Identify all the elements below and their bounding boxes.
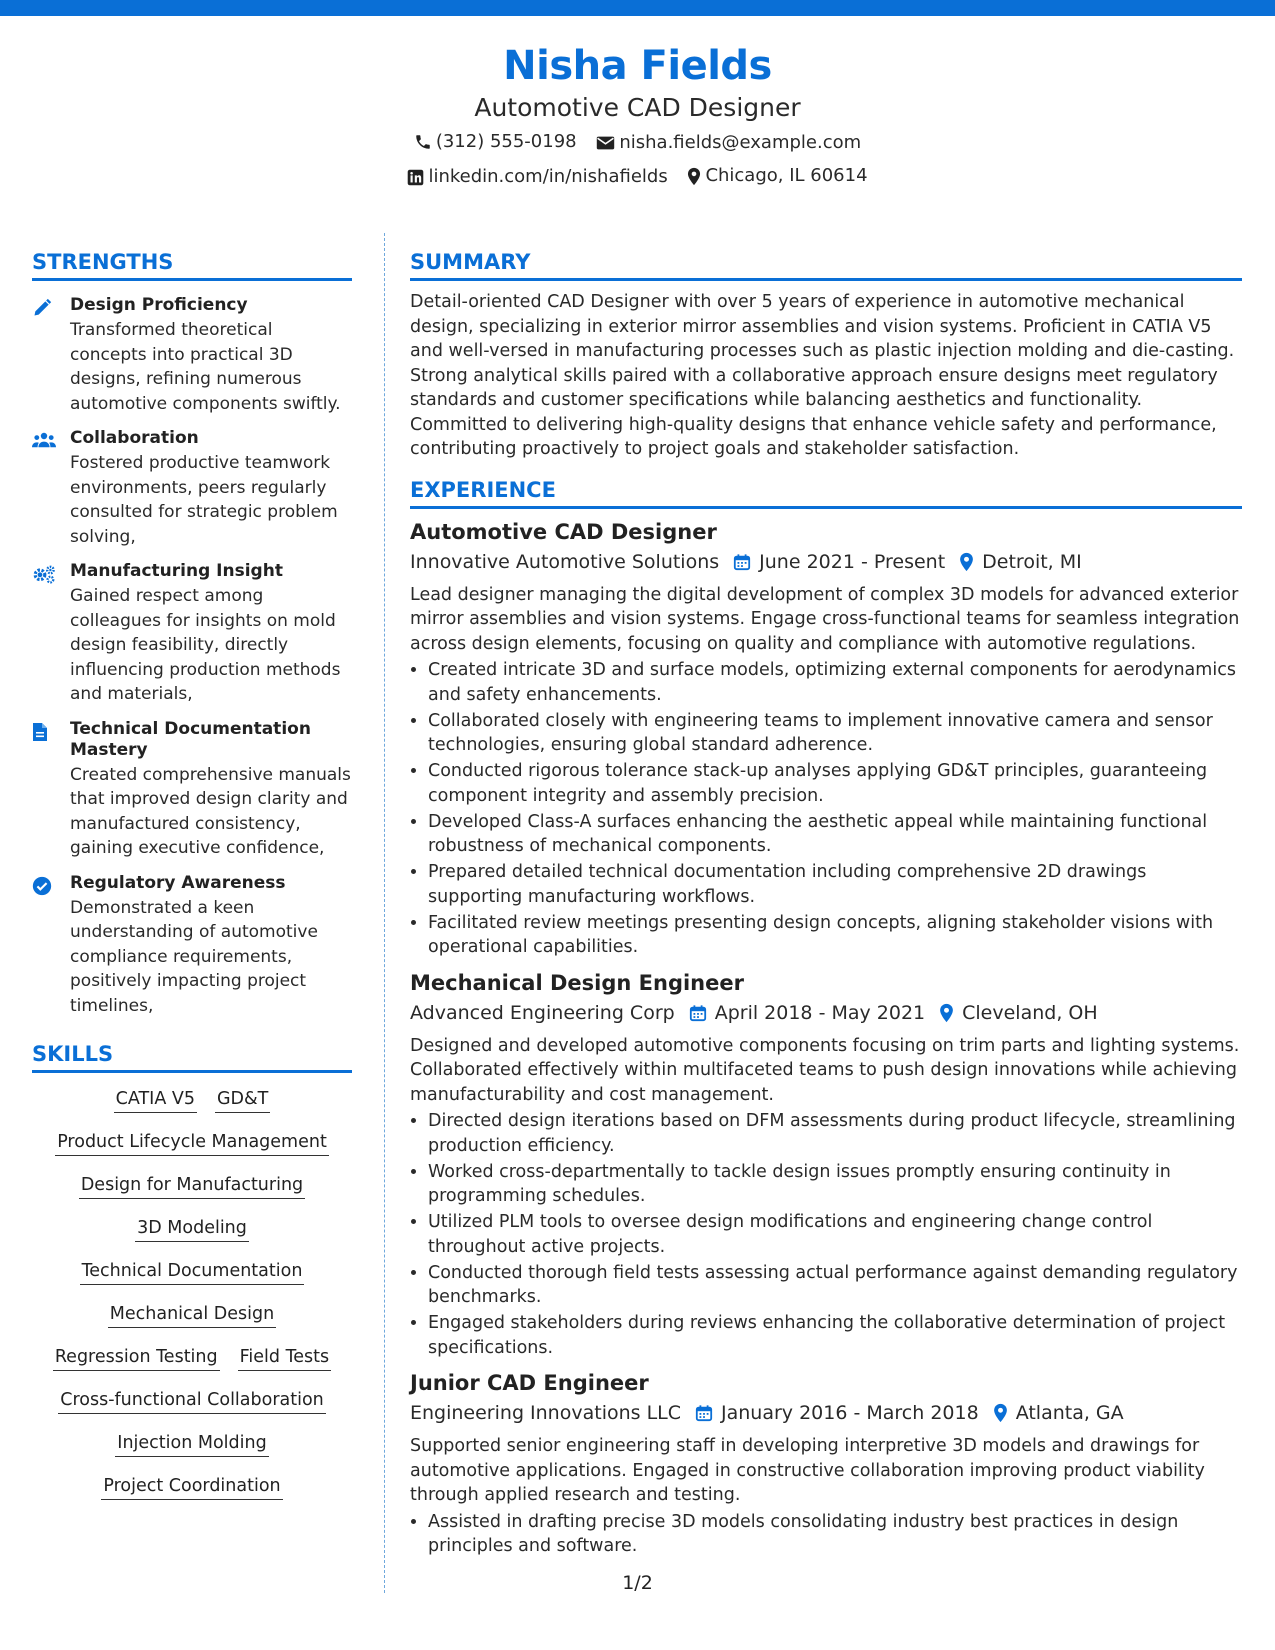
candidate-title: Automotive CAD Designer bbox=[474, 93, 801, 122]
job-role: Junior CAD Engineer bbox=[410, 1371, 649, 1395]
strength-desc: Transformed theoretical concepts into practical 3D designs, refining numerous automotive components swiftly. bbox=[70, 320, 341, 414]
skill-tag: Project Coordination bbox=[101, 1474, 282, 1500]
skill-tag: Injection Molding bbox=[115, 1431, 268, 1457]
skill-row bbox=[32, 1345, 352, 1371]
job-entry bbox=[410, 518, 1242, 960]
skill-tag: Cross-functional Collaboration bbox=[58, 1388, 326, 1414]
job-dates: April 2018 - May 2021 bbox=[714, 1001, 926, 1024]
map-pin-icon bbox=[687, 167, 701, 186]
contact-line-2 bbox=[0, 164, 1275, 193]
job-bullets bbox=[410, 658, 1242, 960]
skill-row bbox=[32, 1173, 352, 1199]
map-pin-icon bbox=[959, 552, 974, 572]
skill-row bbox=[32, 1216, 352, 1242]
candidate-name: Nisha Fields bbox=[503, 43, 772, 89]
job-bullet: • Developed Class-A surfaces enhancing the aesthetic appeal while maintaining functional robustness of mechanical components. bbox=[428, 810, 1242, 859]
phone-icon bbox=[414, 133, 432, 151]
calendar-icon bbox=[695, 1404, 713, 1422]
strength-desc: Demonstrated a keen understanding of automotive compliance requirements, positively impacting project timelines, bbox=[70, 897, 318, 1016]
document-icon bbox=[32, 722, 48, 742]
strength-title: Manufacturing Insight bbox=[70, 561, 283, 581]
linkedin-text[interactable]: linkedin.com/in/nishafields bbox=[428, 166, 668, 187]
skill-tag: CATIA V5 bbox=[114, 1087, 197, 1113]
skill-row bbox=[32, 1302, 352, 1328]
check-circle-icon bbox=[32, 876, 52, 896]
gears-icon bbox=[32, 564, 56, 584]
job-bullets bbox=[410, 1109, 1242, 1360]
job-company: Engineering Innovations LLC bbox=[410, 1402, 682, 1424]
linkedin-icon bbox=[407, 169, 424, 186]
job-role: Mechanical Design Engineer bbox=[410, 970, 744, 995]
strength-title: Design Proficiency bbox=[70, 295, 248, 315]
job-bullet: • Assisted in drafting precise 3D models consolidating industry best practices in design principles and software. bbox=[428, 1510, 1242, 1559]
job-location: Atlanta, GA bbox=[1015, 1402, 1124, 1424]
job-bullet: • Created intricate 3D and surface models, optimizing external components for aerodynamics and safety enhancements. bbox=[428, 658, 1242, 707]
map-pin-icon bbox=[993, 1403, 1008, 1423]
summary-heading: SUMMARY bbox=[410, 248, 1242, 281]
contact-phone bbox=[414, 130, 577, 154]
pencil-icon bbox=[32, 298, 52, 318]
job-bullet: • Conducted thorough field tests assessing actual performance against demanding regulatory benchmarks. bbox=[428, 1261, 1242, 1310]
job-location: Cleveland, OH bbox=[962, 1001, 1098, 1024]
job-bullet: • Engaged stakeholders during reviews enhancing the collaborative determination of project specifications. bbox=[428, 1311, 1242, 1360]
skill-tag: Regression Testing bbox=[53, 1345, 220, 1371]
strength-desc: Created comprehensive manuals that improved design clarity and manufactured consistency, gaining executive confidence, bbox=[70, 764, 351, 858]
job-bullet: • Conducted rigorous tolerance stack-up analyses applying GD&T principles, guaranteeing component integrity and assembly precision. bbox=[428, 759, 1242, 808]
strength-title: Collaboration bbox=[70, 428, 199, 448]
skill-row bbox=[32, 1388, 352, 1414]
skill-tag: 3D Modeling bbox=[135, 1216, 249, 1242]
job-bullet: • Worked cross-departmentally to tackle design issues promptly ensuring continuity in programming schedules. bbox=[428, 1160, 1242, 1209]
map-pin-icon bbox=[939, 1003, 954, 1023]
job-company: Advanced Engineering Corp bbox=[410, 1001, 675, 1024]
strength-item bbox=[32, 719, 352, 861]
calendar-icon bbox=[689, 1004, 707, 1022]
contact-linkedin[interactable] bbox=[407, 165, 667, 189]
job-bullet: • Prepared detailed technical documentation including comprehensive 2D drawings supporting manufacturing workflows. bbox=[428, 860, 1242, 909]
summary-text: Detail-oriented CAD Designer with over 5 years of experience in automotive mechanical design, specializing in exterior mirror assemblies and vision systems. Proficient in CATIA V5 and well-versed in manufacturing processes such as plastic injection molding and die-casting. Strong analytical skills paired with a collaborative approach ensure designs meet regulatory standards and customer specifications while balancing aesthetics and functionality. Committed to delivering high-quality designs that enhance vehicle safety and performance, contributing proactively to project goals and stakeholder satisfaction. bbox=[410, 292, 1235, 459]
job-bullets bbox=[410, 1510, 1242, 1559]
job-description: Supported senior engineering staff in developing interpretive 3D models and drawings for automotive applications. Engaged in constructive collaboration improving product viability through applied research and testing. bbox=[410, 1436, 1205, 1505]
strength-item bbox=[32, 873, 352, 1019]
job-bullet: • Directed design iterations based on DFM assessments during product lifecycle, streamlining production efficiency. bbox=[428, 1109, 1242, 1158]
strength-desc: Gained respect among colleagues for insights on mold design feasibility, directly influencing production methods and materials, bbox=[70, 586, 341, 704]
strength-item bbox=[32, 295, 352, 416]
resume-header bbox=[0, 40, 1275, 193]
contact-email[interactable] bbox=[596, 131, 861, 155]
job-description: Lead designer managing the digital development of complex 3D models for advanced exterior mirror assemblies and vision systems. Engage cross-functional teams for seamless integration across design elements, focusing on quality and compliance with automotive regulations. bbox=[410, 584, 1240, 654]
page-number: 1/2 bbox=[622, 1572, 653, 1594]
skill-row bbox=[32, 1431, 352, 1457]
job-bullet: • Utilized PLM tools to oversee design modifications and engineering change control throughout active projects. bbox=[428, 1210, 1242, 1259]
envelope-icon bbox=[596, 135, 615, 151]
email-text[interactable]: nisha.fields@example.com bbox=[619, 132, 862, 153]
job-meta bbox=[410, 1399, 1242, 1427]
job-dates: June 2021 - Present bbox=[759, 550, 946, 573]
strengths-heading: STRENGTHS bbox=[32, 248, 352, 281]
skill-tag: Product Lifecycle Management bbox=[55, 1130, 329, 1156]
top-accent-bar bbox=[0, 0, 1275, 16]
strength-title: Regulatory Awareness bbox=[70, 872, 286, 893]
skill-tag: Field Tests bbox=[238, 1345, 332, 1371]
skill-row bbox=[32, 1087, 352, 1113]
job-description: Designed and developed automotive components focusing on trim parts and lighting systems. Collaborated effectively within multifaceted teams to push design innovations while achieving manufacturability and cost management. bbox=[410, 1035, 1240, 1105]
job-meta bbox=[410, 999, 1242, 1027]
job-bullet: • Facilitated review meetings presenting design concepts, aligning stakeholder visions with operational capabilities. bbox=[428, 911, 1242, 960]
job-bullet: • Collaborated closely with engineering teams to implement innovative camera and sensor technologies, ensuring global standard adherence. bbox=[428, 709, 1242, 758]
calendar-icon bbox=[733, 553, 751, 571]
strength-item bbox=[32, 561, 352, 707]
contact-line-1 bbox=[0, 130, 1275, 158]
skill-tag: Mechanical Design bbox=[108, 1302, 276, 1328]
skills-heading: SKILLS bbox=[32, 1040, 352, 1073]
skill-tag: Design for Manufacturing bbox=[79, 1173, 305, 1199]
phone-text: (312) 555-0198 bbox=[435, 131, 577, 152]
users-icon bbox=[32, 431, 56, 449]
strength-item bbox=[32, 428, 352, 549]
skills-list bbox=[32, 1087, 352, 1500]
job-meta bbox=[410, 548, 1242, 576]
skill-tag: Technical Documentation bbox=[80, 1259, 305, 1285]
column-divider bbox=[384, 233, 385, 1593]
location-text: Chicago, IL 60614 bbox=[705, 165, 868, 186]
strength-title: Technical Documentation Mastery bbox=[70, 718, 311, 760]
skill-row bbox=[32, 1474, 352, 1500]
skill-row bbox=[32, 1130, 352, 1156]
job-entry bbox=[410, 1369, 1242, 1559]
skill-row bbox=[32, 1259, 352, 1285]
strength-desc: Fostered productive teamwork environments, peers regularly consulted for strategic problem solving, bbox=[70, 453, 338, 547]
job-company: Innovative Automotive Solutions bbox=[410, 550, 720, 573]
job-role: Automotive CAD Designer bbox=[410, 519, 717, 544]
job-location: Detroit, MI bbox=[982, 550, 1082, 573]
right-column bbox=[410, 248, 1242, 1560]
contact-location bbox=[687, 164, 867, 188]
job-dates: January 2016 - March 2018 bbox=[721, 1402, 979, 1424]
job-entry bbox=[410, 969, 1242, 1361]
strengths-list bbox=[32, 295, 352, 1018]
experience-heading: EXPERIENCE bbox=[410, 476, 1242, 509]
skill-tag: GD&T bbox=[215, 1087, 270, 1113]
left-column bbox=[32, 248, 352, 1517]
